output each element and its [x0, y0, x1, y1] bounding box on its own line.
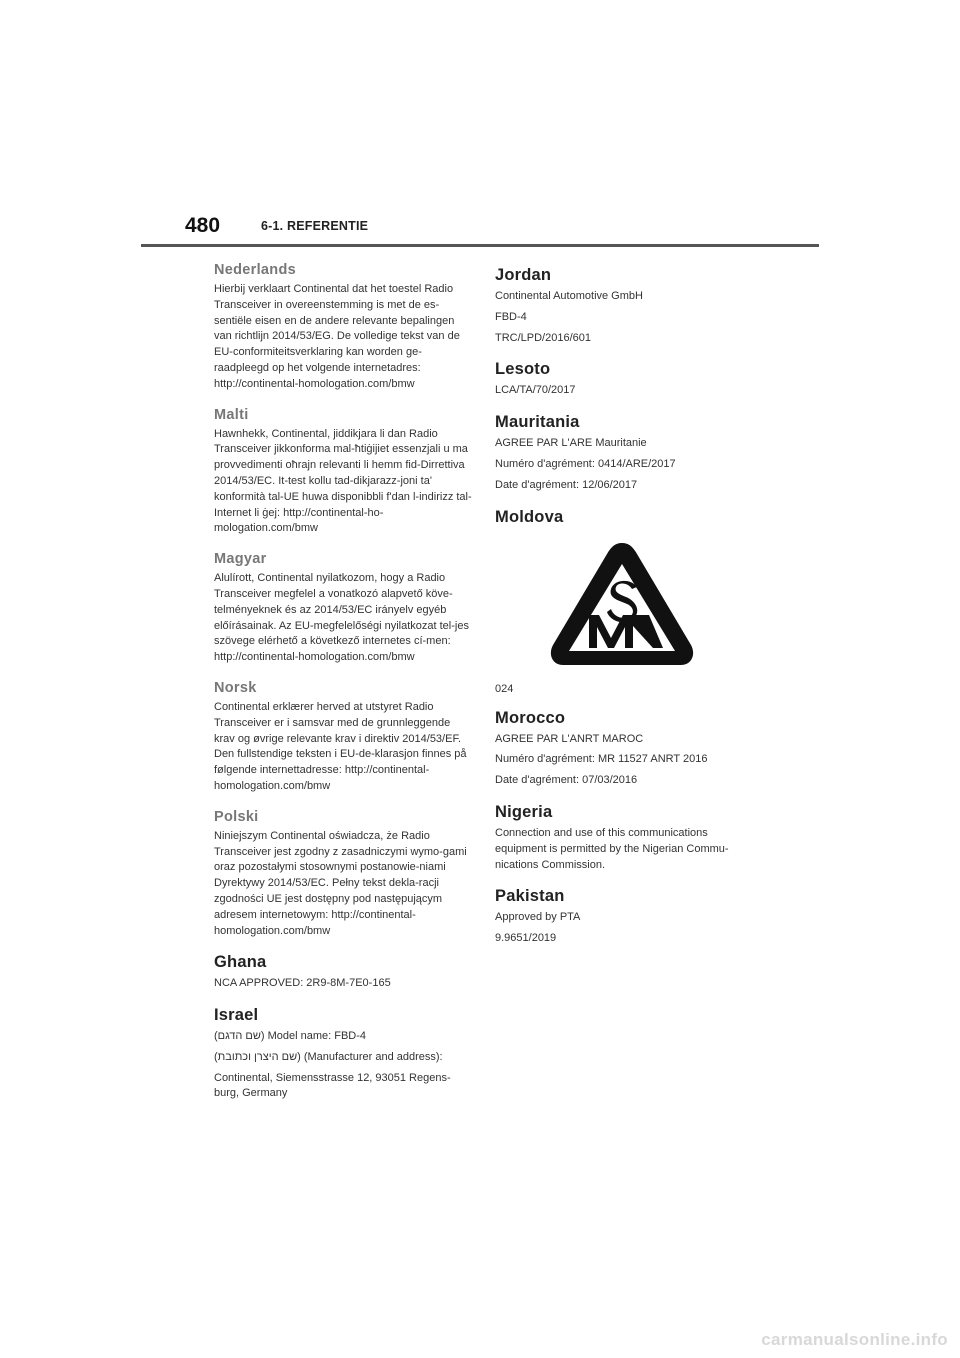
- left-column: [214, 258, 472, 1116]
- section-text: Alulírott, Continental nyilatkozom, hogy a Radio Transceiver megfelel a vonatkozó alapvető köve-telményeknek és az 2014/53/EC irányelv egyéb előírásainak. Az EU-megfelelőségi nyilatkozat tel-jes szövege elérhető a következő internetes cí-men: http://continental-homologation.com/bmw: [214, 572, 469, 664]
- section-norsk: [214, 680, 472, 795]
- section-line: Date d'agrément: 12/06/2017: [495, 478, 638, 491]
- section-heading: Ghana: [214, 953, 267, 972]
- section-line: 9.9651/2019: [495, 932, 557, 945]
- section-heading: Lesoto: [495, 360, 551, 379]
- section-line: TRC/LPD/2016/601: [495, 331, 591, 344]
- section-heading: Magyar: [214, 551, 267, 568]
- section-line: Numéro d'agrément: MR 11527 ANRT 2016: [495, 753, 708, 766]
- section-line: NCA APPROVED: 2R9-8M-7E0-165: [214, 977, 391, 990]
- section-mauritania: [495, 413, 745, 493]
- section-line: (שם הדגם) Model name: FBD-4: [214, 1030, 367, 1043]
- section-malti: [214, 407, 472, 538]
- section-heading: Malti: [214, 406, 249, 423]
- section-line: Continental, Siemensstrasse 12, 93051 Regens-burg, Germany: [214, 1071, 451, 1100]
- section-line: FBD-4: [495, 310, 527, 323]
- section-polski: [214, 809, 472, 940]
- page-number: 480: [185, 214, 221, 237]
- section-line: Continental Automotive GmbH: [495, 290, 643, 302]
- section-line: Numéro d'agrément: 0414/ARE/2017: [495, 457, 676, 470]
- section-heading: Israel: [214, 1006, 259, 1025]
- section-nigeria: [495, 803, 745, 873]
- section-heading: Nederlands: [214, 262, 296, 278]
- section-heading: Nigeria: [495, 802, 553, 821]
- section-lesoto: [495, 360, 745, 399]
- section-line: Approved by PTA: [495, 911, 581, 924]
- section-pakistan: [495, 887, 745, 947]
- section-text: Hawnhekk, Continental, jiddikjara li dan Radio Transceiver jikkonforma mal-ħtiġijiet essenzjali u ma provvedimenti oħrajn relevanti li hemm fid-Dirrettiva 2014/53/EC. It-test kollu tad-dikjarazz-joni ta' konformità tal-UE huwa disponibbli f'dan l-indirizz tal-Internet li ġej: http://continental-ho-mologation.com/bmw: [214, 427, 472, 535]
- section-nederlands: [214, 262, 472, 393]
- section-text: Hierbij verklaart Continental dat het toestel Radio Transceiver in overeenstemming is met de es-sentiële eisen en de andere relevante bepalingen van richtlijn 2014/53/EG. De volledige tekst van de EU-conformiteitsverklaring kan worden ge-raadpleegd op het volgende internetadres: http://continental-homologation.com/bmw: [214, 283, 460, 390]
- section-moldova: [495, 508, 745, 695]
- section-heading: Norsk: [214, 679, 257, 696]
- section-text: Connection and use of this communications equipment is permitted by the Nigerian Commu-nications Commission.: [495, 826, 729, 871]
- section-jordan: [495, 266, 745, 346]
- section-ghana: [214, 953, 472, 992]
- section-line: Date d'agrément: 07/03/2016: [495, 774, 638, 787]
- watermark-logo: carmanualsonline.info: [761, 1330, 948, 1349]
- section-line: (שם היצרן וכתובת) (Manufacturer and address):: [214, 1050, 443, 1063]
- section-heading: Mauritania: [495, 413, 580, 432]
- moldova-code: 024: [495, 682, 514, 695]
- section-israel: [214, 1006, 472, 1102]
- section-line: LCA/TA/70/2017: [495, 384, 576, 397]
- page-header: [185, 214, 825, 244]
- section-heading: Morocco: [495, 708, 566, 727]
- section-title: 6-1. REFERENTIE: [261, 219, 369, 233]
- moldova-sm-mark-icon: [545, 537, 699, 675]
- section-heading: Jordan: [495, 266, 552, 284]
- right-column: [495, 258, 745, 961]
- header-rule: [141, 244, 819, 247]
- section-line: AGREE PAR L'ANRT MAROC: [495, 732, 644, 745]
- section-line: AGREE PAR L'ARE Mauritanie: [495, 437, 647, 450]
- section-heading: Moldova: [495, 507, 564, 526]
- section-text: Continental erklærer herved at utstyret Radio Transceiver er i samsvar med de grunnleggende krav og øvrige relevante krav i direktiv 2014/53/EF. Den fullstendige teksten i EU-de-klarasjon finnes på følgende internettadresse: http://continental-homologation.com/bmw: [214, 700, 467, 792]
- section-magyar: [214, 551, 472, 666]
- section-heading: Polski: [214, 808, 259, 825]
- section-heading: Pakistan: [495, 887, 565, 906]
- section-text: Niniejszym Continental oświadcza, że Radio Transceiver jest zgodny z zasadniczymi wymo-gami oraz pozostałymi stosownymi postanowie-niami Dyrektywy 2014/53/EC. Pełny tekst dekla-racji zgodności UE jest dostępny pod następującym adresem internetowym: http://continental-homologation.com/bmw: [214, 829, 467, 937]
- section-morocco: [495, 709, 745, 789]
